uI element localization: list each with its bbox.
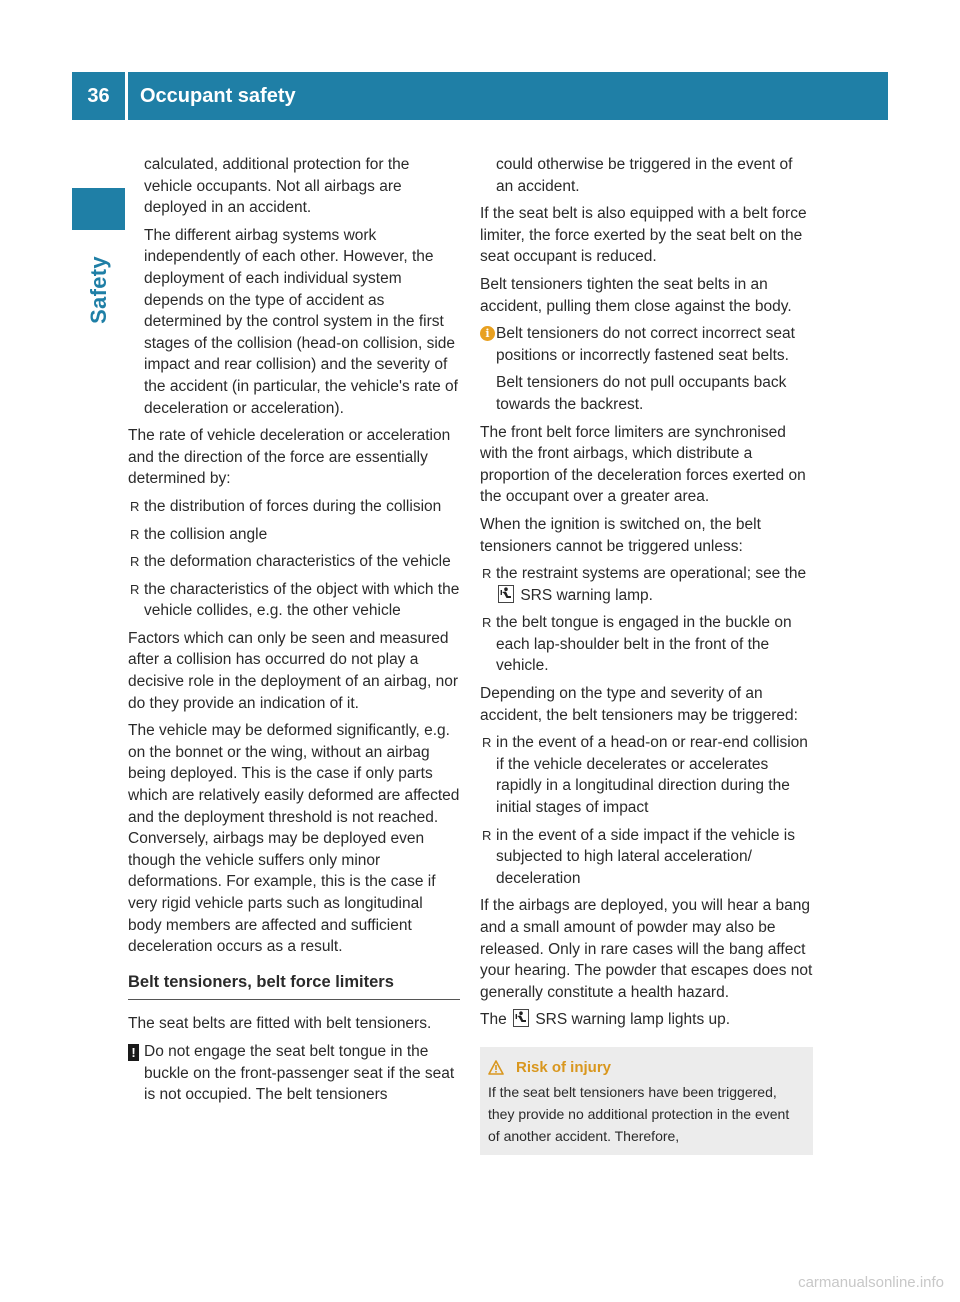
paragraph: The rate of vehicle deceleration or acceleration and the direction of the force are essentially determined by: <box>128 427 451 488</box>
list-item: R the deformation characteristics of the vehicle <box>128 551 460 573</box>
section-heading: Belt tensioners, belt force limiters <box>128 972 460 1001</box>
bullet-icon: R <box>482 735 492 751</box>
list-item: R the belt tongue is engaged in the buckle on each lap-shoulder belt in the front of the vehicle. <box>482 614 792 675</box>
list-item: R in the event of a head-on or rear-end collision if the vehicle decelerates or accelerates rapidly in a longitudinal direction during the initial stages of impact <box>482 734 808 817</box>
paragraph: The SRS warning lamp lights up. <box>480 1011 731 1029</box>
srs-warning-lamp-icon <box>498 585 514 603</box>
paragraph: Belt tensioners tighten the seat belts in an accident, pulling them close against the body. <box>480 275 792 315</box>
list-item: R the collision angle <box>128 524 460 546</box>
bullet-icon: R <box>130 581 140 597</box>
list-item: R in the event of a side impact if the vehicle is subjected to high lateral acceleration/ deceleration <box>482 826 795 887</box>
chapter-label: Safety <box>85 256 111 324</box>
bullet-icon: R <box>130 526 140 542</box>
paragraph: When the ignition is switched on, the belt tensioners cannot be triggered unless: <box>480 515 761 555</box>
info-note: i Belt tensioners do not correct incorrect seat positions or incorrectly fastened seat belts. Belt tensioners do not pull occupants back towards the backrest. <box>480 323 813 415</box>
exclamation-icon: ! <box>128 1044 139 1061</box>
left-column <box>128 154 460 1112</box>
watermark: carmanualsonline.info <box>798 1274 944 1291</box>
warning-note: ! Do not engage the seat belt tongue in the buckle on the front-passenger seat if the seat is not occupied. The belt tensioners <box>128 1041 460 1106</box>
risk-text: If the seat belt tensioners have been triggered, they provide no additional protection in the event of another accident. Therefore, <box>488 1083 790 1144</box>
risk-heading: Risk of injury <box>488 1057 803 1079</box>
list-item: R the characteristics of the object with which the vehicle collides, e.g. the other vehicle <box>130 580 460 620</box>
bullet-icon: R <box>130 554 140 570</box>
paragraph: The front belt force limiters are synchronised with the front airbags, which distribute a proportion of the deceleration forces exerted on the occupant over a greater area. <box>480 423 806 506</box>
paragraph: could otherwise be triggered in the event of an accident. <box>496 156 793 195</box>
section-title: Occupant safety <box>128 72 888 120</box>
risk-box <box>480 1047 813 1155</box>
list-item: R the distribution of forces during the collision <box>128 496 460 518</box>
paragraph: The seat belts are fitted with belt tensioners. <box>128 1015 432 1033</box>
paragraph: The vehicle may be deformed significantly, e.g. on the bonnet or the wing, without an airbag being deployed. This is the case if only parts which are relatively easily deformed are affected and the deployment threshold is not reached. Conversely, airbags may be deployed even though the vehicle suffers only minor deformations. For example, this is the case if very rigid vehicle parts such as longitudinal body members are affected and sufficient deceleration occurs as a result. <box>128 722 460 956</box>
paragraph: If the seat belt is also equipped with a belt force limiter, the force exerted by the seat belt on the seat occupant is reduced. <box>480 205 807 266</box>
bullet-icon: R <box>482 566 492 582</box>
srs-warning-lamp-icon <box>513 1009 529 1027</box>
bullet-icon: R <box>482 615 492 631</box>
warning-triangle-icon <box>488 1060 504 1075</box>
paragraph: If the airbags are deployed, you will hear a bang and a small amount of powder may also be released. Only in rare cases will the bang affect your hearing. The powder that escapes does not generally constitute a health hazard. <box>480 897 813 1001</box>
paragraph: Depending on the type and severity of an accident, the belt tensioners may be triggered: <box>480 685 798 724</box>
paragraph: calculated, additional protection for the vehicle occupants. Not all airbags are deployed in an accident. <box>144 156 410 217</box>
info-icon: i <box>480 326 495 341</box>
list-item: R the restraint systems are operational; see the SRS warning lamp. <box>482 565 807 604</box>
paragraph: Factors which can only be seen and measured after a collision has occurred do not play a decisive role in the deployment of an airbag, nor do they provide an indication of it. <box>128 629 459 712</box>
bullet-icon: R <box>482 827 492 843</box>
page-number: 36 <box>72 72 125 120</box>
bullet-icon: R <box>130 498 140 514</box>
paragraph: The different airbag systems work independently of each other. However, the deployment of each individual system depends on the type of accident as determined by the control system in the first stages of the collision (head-on collision, side impact and rear collision) and the severity of the accident (in particular, the vehicle's rate of deceleration or acceleration). <box>144 226 458 417</box>
right-column <box>480 154 813 1155</box>
chapter-tab <box>72 188 125 230</box>
